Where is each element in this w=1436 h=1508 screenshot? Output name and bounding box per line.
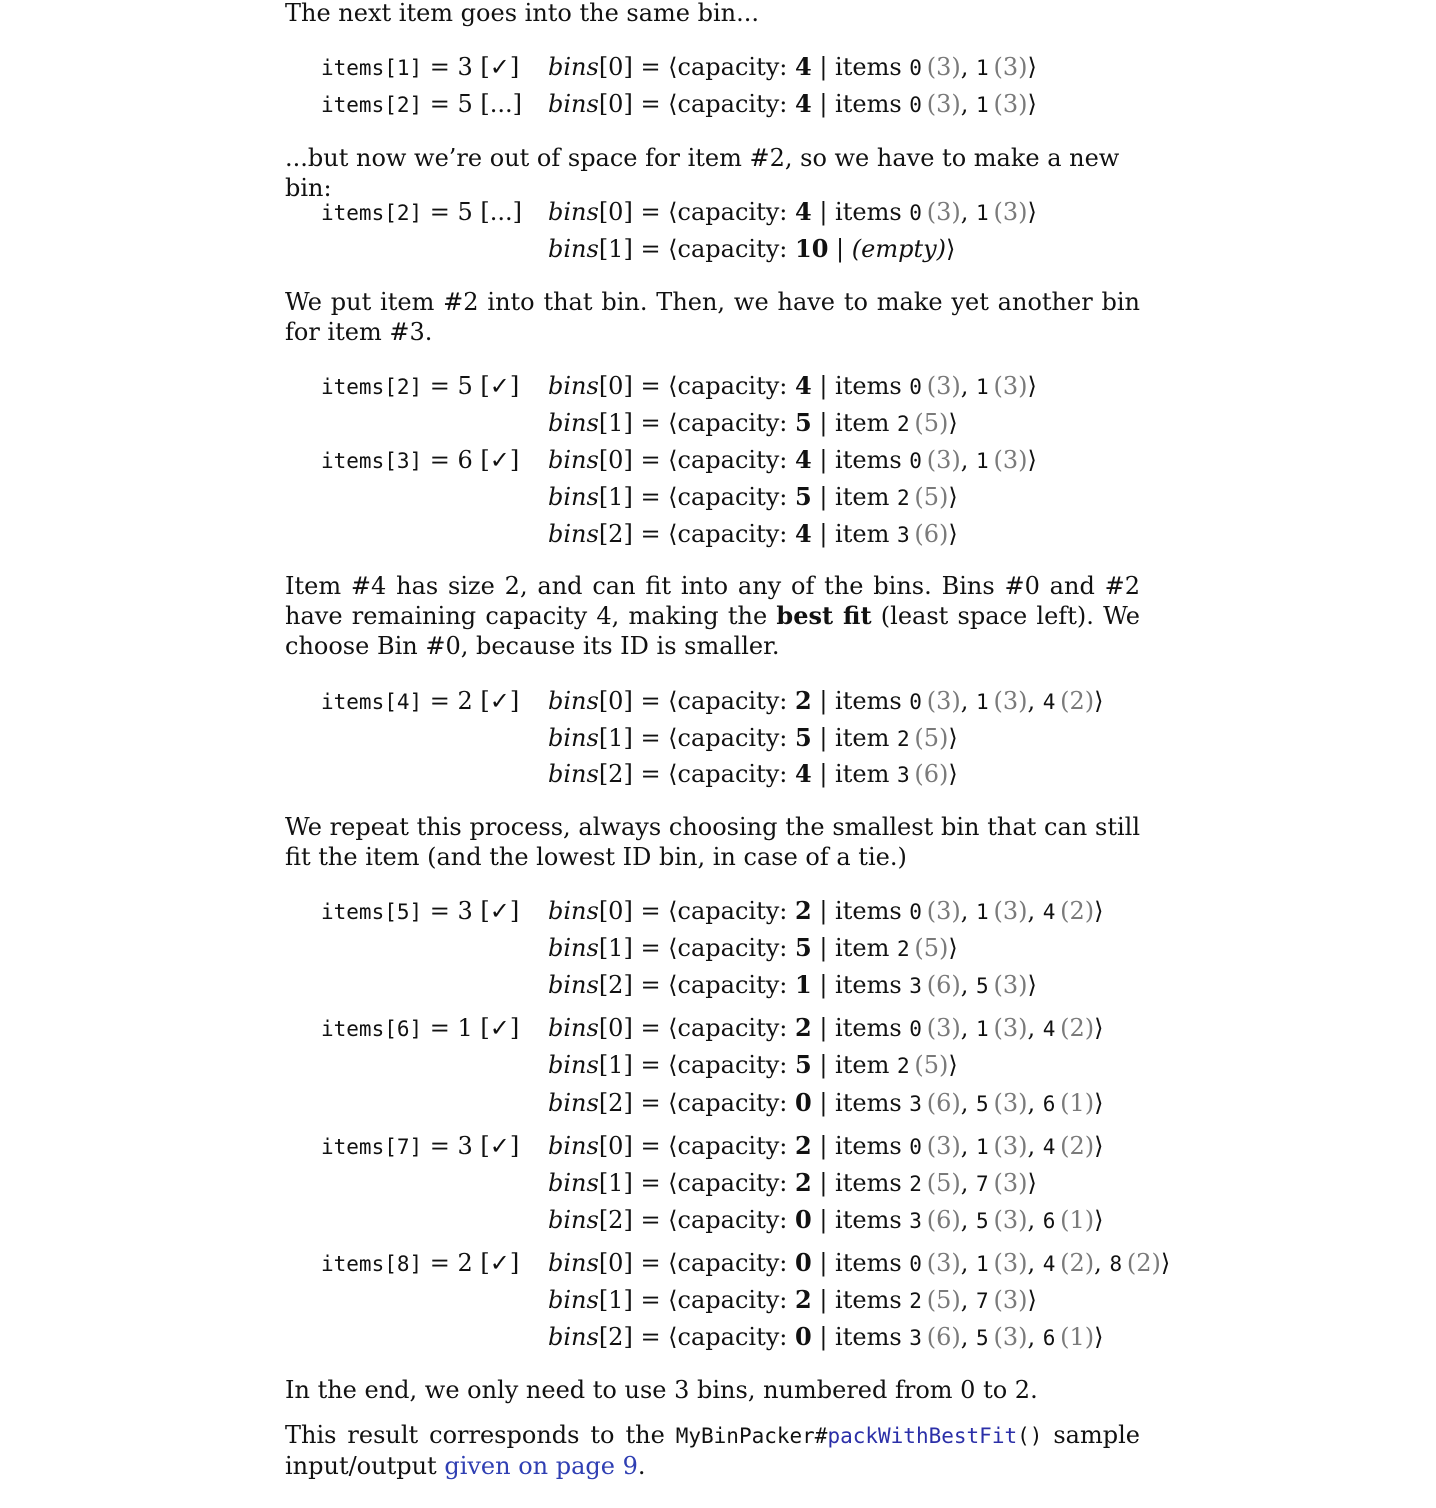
bin-state-row: bins[2] = ⟨capacity: 0 | items 3 (6), 5 (3), 6 (1)⟩: [548, 1205, 1104, 1234]
bin-index: [0] = ⟨capacity:: [598, 53, 795, 81]
bin-item-id: 5: [976, 1209, 989, 1233]
bin-item-id: 0: [909, 1017, 922, 1041]
bin-item-id: 3: [909, 1092, 922, 1116]
bin-items-word: items: [835, 53, 910, 81]
bin-item-size: (6): [914, 520, 949, 548]
bin-item-size: (5): [914, 724, 949, 752]
bin-state-row: bins[1] = ⟨capacity: 5 | item 2 (5)⟩: [548, 408, 958, 437]
bin-item-size: (1): [1060, 1089, 1095, 1117]
bin-item-id: 4: [1042, 1135, 1056, 1159]
bin-index: [1] = ⟨capacity:: [598, 1051, 795, 1079]
bin-capacity: 5: [795, 482, 812, 511]
bin-capacity: 0: [795, 1322, 812, 1351]
bin-item-size: (2): [1126, 1249, 1161, 1277]
bin-items-word: item: [835, 1051, 897, 1079]
bin-state-row: bins[0] = ⟨capacity: 0 | items 0 (3), 1 (3), 4 (2), 8 (2)⟩: [548, 1248, 1171, 1277]
bin-index: [2] = ⟨capacity:: [598, 1089, 795, 1117]
bin-item-id: 2: [896, 486, 910, 510]
bin-state-row: bins[0] = ⟨capacity: 2 | items 0 (3), 1 (3), 4 (2)⟩: [548, 1131, 1104, 1160]
bin-capacity: 10: [795, 234, 829, 263]
bin-capacity: 4: [795, 519, 812, 548]
bin-index: [2] = ⟨capacity:: [598, 1206, 795, 1234]
bin-item-size: (3): [926, 1132, 961, 1160]
bin-capacity: 2: [795, 1013, 812, 1042]
bin-state-row: bins[2] = ⟨capacity: 0 | items 3 (6), 5 (3), 6 (1)⟩: [548, 1322, 1104, 1351]
bin-items-word: items: [835, 1286, 910, 1314]
bin-items-word: item: [835, 724, 897, 752]
bin-item-id: 7: [976, 1289, 989, 1313]
bin-item-size: (5): [914, 1051, 949, 1079]
paragraph-repeat: We repeat this process, always choosing the smallest bin that can still fit the item (and the lowest ID bin, in case of a tie.): [285, 813, 1140, 871]
bin-item-size: (3): [926, 897, 961, 925]
bin-name: bins: [548, 1132, 599, 1160]
bin-item-size: (3): [993, 687, 1028, 715]
bin-item-size: (3): [926, 1014, 961, 1042]
bin-state-row: bins[1] = ⟨capacity: 2 | items 2 (5), 7 (3)⟩: [548, 1168, 1037, 1197]
bin-index: [0] = ⟨capacity:: [598, 687, 795, 715]
bin-item-id: 1: [976, 1252, 989, 1276]
bin-item-size: (6): [926, 1089, 961, 1117]
bin-item-size: (6): [926, 1323, 961, 1351]
bin-name: bins: [548, 724, 599, 752]
bin-item-id: 0: [909, 900, 922, 924]
bin-state-row: bins[0] = ⟨capacity: 4 | items 0 (3), 1 (3)⟩: [548, 89, 1037, 118]
bin-item-id: 1: [976, 375, 989, 399]
bin-item-size: (3): [993, 1249, 1028, 1277]
bin-capacity: 4: [795, 197, 812, 226]
bin-capacity: 5: [795, 408, 812, 437]
bin-item-id: 0: [909, 201, 922, 225]
bin-item-id: 4: [1042, 1252, 1056, 1276]
bin-item-id: 5: [976, 974, 989, 998]
bin-name: bins: [548, 53, 599, 81]
bin-name: bins: [548, 90, 599, 118]
bin-index: [1] = ⟨capacity:: [598, 724, 795, 752]
item-label: items[2] = 5 [...]: [321, 90, 523, 118]
bin-item-id: 3: [909, 1326, 922, 1350]
bin-item-size: (3): [926, 372, 961, 400]
bin-item-id: 3: [909, 974, 922, 998]
bin-item-size: (5): [926, 1286, 961, 1314]
bin-name: bins: [548, 1249, 599, 1277]
bin-index: [0] = ⟨capacity:: [598, 372, 795, 400]
item-label: items[1] = 3 [✓]: [321, 53, 520, 81]
bin-item-size: (3): [926, 53, 961, 81]
bin-state-row: bins[0] = ⟨capacity: 4 | items 0 (3), 1 (3)⟩: [548, 197, 1037, 226]
bin-capacity: 5: [795, 1050, 812, 1079]
bin-index: [0] = ⟨capacity:: [598, 198, 795, 226]
bin-state-row: bins[0] = ⟨capacity: 4 | items 0 (3), 1 (3)⟩: [548, 371, 1037, 400]
item-label: items[6] = 1 [✓]: [321, 1014, 520, 1042]
bin-item-size: (2): [1060, 1249, 1095, 1277]
bin-state-row: bins[0] = ⟨capacity: 2 | items 0 (3), 1 (3), 4 (2)⟩: [548, 686, 1104, 715]
bin-item-id: 2: [896, 937, 910, 961]
bin-item-size: (3): [993, 1286, 1028, 1314]
paragraph-intro: The next item goes into the same bin...: [285, 0, 760, 27]
bin-state-row: bins[1] = ⟨capacity: 5 | item 2 (5)⟩: [548, 482, 958, 511]
paragraph-conclusion: In the end, we only need to use 3 bins, numbered from 0 to 2.: [285, 1376, 1038, 1404]
bin-item-id: 4: [1042, 1017, 1056, 1041]
bin-name: bins: [548, 1014, 599, 1042]
bin-capacity: 0: [795, 1205, 812, 1234]
bin-item-size: (1): [1060, 1323, 1095, 1351]
bin-items-word: items: [835, 1169, 910, 1197]
bin-name: bins: [548, 1051, 599, 1079]
bin-index: [0] = ⟨capacity:: [598, 1249, 795, 1277]
bin-items-word: items: [835, 1206, 910, 1234]
bin-index: [1] = ⟨capacity:: [598, 235, 795, 263]
bin-item-size: (3): [993, 1014, 1028, 1042]
bin-state-row: bins[2] = ⟨capacity: 0 | items 3 (6), 5 (3), 6 (1)⟩: [548, 1088, 1104, 1117]
bin-name: bins: [548, 971, 599, 999]
bin-item-size: (5): [914, 483, 949, 511]
bin-index: [0] = ⟨capacity:: [598, 90, 795, 118]
bin-items-word: item: [835, 934, 897, 962]
bin-state-row: bins[2] = ⟨capacity: 4 | item 3 (6)⟩: [548, 759, 958, 788]
bin-item-id: 1: [976, 1017, 989, 1041]
bin-item-size: (2): [1060, 687, 1095, 715]
bin-state-row: bins[0] = ⟨capacity: 4 | items 0 (3), 1 (3)⟩: [548, 445, 1037, 474]
item-label: items[4] = 2 [✓]: [321, 687, 520, 715]
bin-index: [0] = ⟨capacity:: [598, 446, 795, 474]
item-label: items[2] = 5 [...]: [321, 198, 523, 226]
bin-item-size: (6): [914, 760, 949, 788]
bin-item-id: 0: [909, 375, 922, 399]
bin-items-word: item: [835, 760, 897, 788]
bin-state-row: bins[1] = ⟨capacity: 2 | items 2 (5), 7 (3)⟩: [548, 1285, 1037, 1314]
bin-item-id: 3: [909, 1209, 922, 1233]
bin-name: bins: [548, 1089, 599, 1117]
bin-state-row: bins[1] = ⟨capacity: 5 | item 2 (5)⟩: [548, 723, 958, 752]
bin-index: [0] = ⟨capacity:: [598, 897, 795, 925]
bin-item-id: 1: [976, 56, 989, 80]
bin-name: bins: [548, 687, 599, 715]
bin-index: [2] = ⟨capacity:: [598, 520, 795, 548]
bin-items-word: items: [835, 1132, 910, 1160]
bin-index: [1] = ⟨capacity:: [598, 409, 795, 437]
bin-item-id: 1: [976, 93, 989, 117]
paragraph-reference: This result corresponds to the MyBinPacker#packWithBestFit() sample input/output given on page 9.: [285, 1421, 1140, 1480]
bin-state-row: bins[0] = ⟨capacity: 2 | items 0 (3), 1 (3), 4 (2)⟩: [548, 1013, 1104, 1042]
bin-item-id: 3: [896, 523, 910, 547]
bin-state-row: bins[2] = ⟨capacity: 1 | items 3 (6), 5 (3)⟩: [548, 970, 1037, 999]
bin-item-size: (3): [993, 198, 1028, 226]
bin-name: bins: [548, 372, 599, 400]
item-label: items[2] = 5 [✓]: [321, 372, 520, 400]
bin-state-row: bins[1] = ⟨capacity: 5 | item 2 (5)⟩: [548, 933, 958, 962]
bin-state-row: bins[0] = ⟨capacity: 2 | items 0 (3), 1 (3), 4 (2)⟩: [548, 896, 1104, 925]
bin-item-size: (3): [993, 1132, 1028, 1160]
bin-capacity: 4: [795, 759, 812, 788]
bin-item-size: (5): [914, 409, 949, 437]
bin-name: bins: [548, 520, 599, 548]
item-label: items[8] = 2 [✓]: [321, 1249, 520, 1277]
bin-item-id: 1: [976, 449, 989, 473]
bin-capacity: 4: [795, 371, 812, 400]
bin-name: bins: [548, 760, 599, 788]
bin-state-row: bins[1] = ⟨capacity: 10 | (empty)⟩: [548, 234, 956, 263]
bin-item-size: (1): [1060, 1206, 1095, 1234]
bin-name: bins: [548, 198, 599, 226]
page-reference-link[interactable]: given on page 9: [444, 1452, 638, 1480]
bin-index: [1] = ⟨capacity:: [598, 934, 795, 962]
bin-capacity: 5: [795, 723, 812, 752]
bin-capacity: 2: [795, 1285, 812, 1314]
bin-item-id: 2: [896, 1054, 910, 1078]
bin-capacity: 5: [795, 933, 812, 962]
paragraph-another-bin: We put item #2 into that bin. Then, we have to make yet another bin for item #3.: [285, 288, 1140, 346]
bin-index: [1] = ⟨capacity:: [598, 483, 795, 511]
bin-capacity: 1: [795, 970, 812, 999]
bin-item-id: 0: [909, 56, 922, 80]
bin-item-size: (5): [914, 934, 949, 962]
bin-index: [2] = ⟨capacity:: [598, 1323, 795, 1351]
bin-item-size: (5): [926, 1169, 961, 1197]
bin-state-row: bins[1] = ⟨capacity: 5 | item 2 (5)⟩: [548, 1050, 958, 1079]
bin-item-id: 0: [909, 449, 922, 473]
bin-items-word: items: [835, 446, 910, 474]
bin-item-id: 0: [909, 690, 922, 714]
bin-item-id: 7: [976, 1172, 989, 1196]
bin-item-size: (3): [926, 198, 961, 226]
bin-item-size: (3): [993, 446, 1028, 474]
bin-name: bins: [548, 1286, 599, 1314]
bin-item-id: 0: [909, 1135, 922, 1159]
bin-items-word: item: [835, 409, 897, 437]
bin-item-size: (6): [926, 1206, 961, 1234]
bin-items-word: items: [835, 90, 910, 118]
bin-item-size: (3): [993, 897, 1028, 925]
bin-capacity: 2: [795, 1168, 812, 1197]
bin-name: bins: [548, 1169, 599, 1197]
bin-item-id: 4: [1042, 900, 1056, 924]
bin-item-size: (2): [1060, 897, 1095, 925]
bin-name: bins: [548, 483, 599, 511]
bin-items-word: items: [835, 372, 910, 400]
bin-item-id: 2: [909, 1289, 922, 1313]
code-method-name: packWithBestFit: [827, 1424, 1018, 1448]
bin-item-size: (3): [926, 446, 961, 474]
bin-name: bins: [548, 897, 599, 925]
bin-item-id: 6: [1042, 1326, 1056, 1350]
bin-items-word: items: [835, 971, 910, 999]
bin-name: bins: [548, 409, 599, 437]
bin-items-word: items: [835, 1014, 910, 1042]
bin-item-id: 5: [976, 1326, 989, 1350]
bin-capacity: 4: [795, 52, 812, 81]
paragraph-best-fit: Item #4 has size 2, and can fit into any of the bins. Bins #0 and #2 have remaining capacity 4, making the best fit (least space left). We choose Bin #0, because its ID is smaller.: [285, 572, 1140, 660]
bin-item-size: (3): [926, 90, 961, 118]
item-label: items[3] = 6 [✓]: [321, 446, 520, 474]
bin-state-row: bins[0] = ⟨capacity: 4 | items 0 (3), 1 (3)⟩: [548, 52, 1037, 81]
bin-name: bins: [548, 934, 599, 962]
bin-item-id: 4: [1042, 690, 1056, 714]
bin-item-id: 1: [976, 900, 989, 924]
bin-name: bins: [548, 1206, 599, 1234]
bin-item-size: (3): [993, 971, 1028, 999]
bin-items-word: items: [835, 687, 910, 715]
bin-index: [2] = ⟨capacity:: [598, 760, 795, 788]
bin-item-id: 2: [909, 1172, 922, 1196]
bin-index: [2] = ⟨capacity:: [598, 971, 795, 999]
bin-item-id: 1: [976, 201, 989, 225]
bin-items-word: items: [835, 1089, 910, 1117]
bin-item-size: (3): [993, 90, 1028, 118]
bin-capacity: 2: [795, 686, 812, 715]
bin-item-size: (3): [926, 687, 961, 715]
bin-index: [0] = ⟨capacity:: [598, 1014, 795, 1042]
bin-item-id: 0: [909, 1252, 922, 1276]
bin-item-size: (3): [993, 1323, 1028, 1351]
bin-item-id: 2: [896, 412, 910, 436]
bin-capacity: 4: [795, 445, 812, 474]
bin-item-size: (3): [993, 53, 1028, 81]
bin-name: bins: [548, 1323, 599, 1351]
bin-item-id: 6: [1042, 1092, 1056, 1116]
bin-item-size: (6): [926, 971, 961, 999]
paragraph-new-bin: ...but now we’re out of space for item #2, so we have to make a new bin:: [285, 144, 1120, 202]
bin-index: [0] = ⟨capacity:: [598, 1132, 795, 1160]
item-label: items[7] = 3 [✓]: [321, 1132, 520, 1160]
bin-item-id: 1: [976, 690, 989, 714]
bin-item-size: (3): [993, 372, 1028, 400]
bin-name: bins: [548, 446, 599, 474]
bin-item-id: 2: [896, 727, 910, 751]
bin-item-id: 1: [976, 1135, 989, 1159]
item-label: items[5] = 3 [✓]: [321, 897, 520, 925]
bin-capacity: 0: [795, 1088, 812, 1117]
bin-empty-label: (empty): [851, 235, 947, 263]
code-class-name: MyBinPacker#: [675, 1424, 828, 1448]
bin-items-word: items: [835, 1323, 910, 1351]
bin-item-id: 8: [1109, 1252, 1123, 1276]
bin-index: [1] = ⟨capacity:: [598, 1169, 795, 1197]
bin-items-word: items: [835, 198, 910, 226]
bin-item-size: (3): [993, 1089, 1028, 1117]
bin-state-row: bins[2] = ⟨capacity: 4 | item 3 (6)⟩: [548, 519, 958, 548]
bin-items-word: item: [835, 520, 897, 548]
bin-item-id: 6: [1042, 1209, 1056, 1233]
bin-item-size: (3): [993, 1169, 1028, 1197]
bin-items-word: items: [835, 897, 910, 925]
bin-item-size: (2): [1060, 1014, 1095, 1042]
bin-index: [1] = ⟨capacity:: [598, 1286, 795, 1314]
bin-capacity: 2: [795, 1131, 812, 1160]
bin-capacity: 2: [795, 896, 812, 925]
bin-item-id: 3: [896, 763, 910, 787]
bin-item-id: 5: [976, 1092, 989, 1116]
bin-items-word: items: [835, 1249, 910, 1277]
bin-item-size: (3): [993, 1206, 1028, 1234]
bin-name: bins: [548, 235, 599, 263]
bin-items-word: item: [835, 483, 897, 511]
bin-item-size: (3): [926, 1249, 961, 1277]
bin-item-size: (2): [1060, 1132, 1095, 1160]
bin-capacity: 4: [795, 89, 812, 118]
bin-item-id: 0: [909, 93, 922, 117]
bin-capacity: 0: [795, 1248, 812, 1277]
